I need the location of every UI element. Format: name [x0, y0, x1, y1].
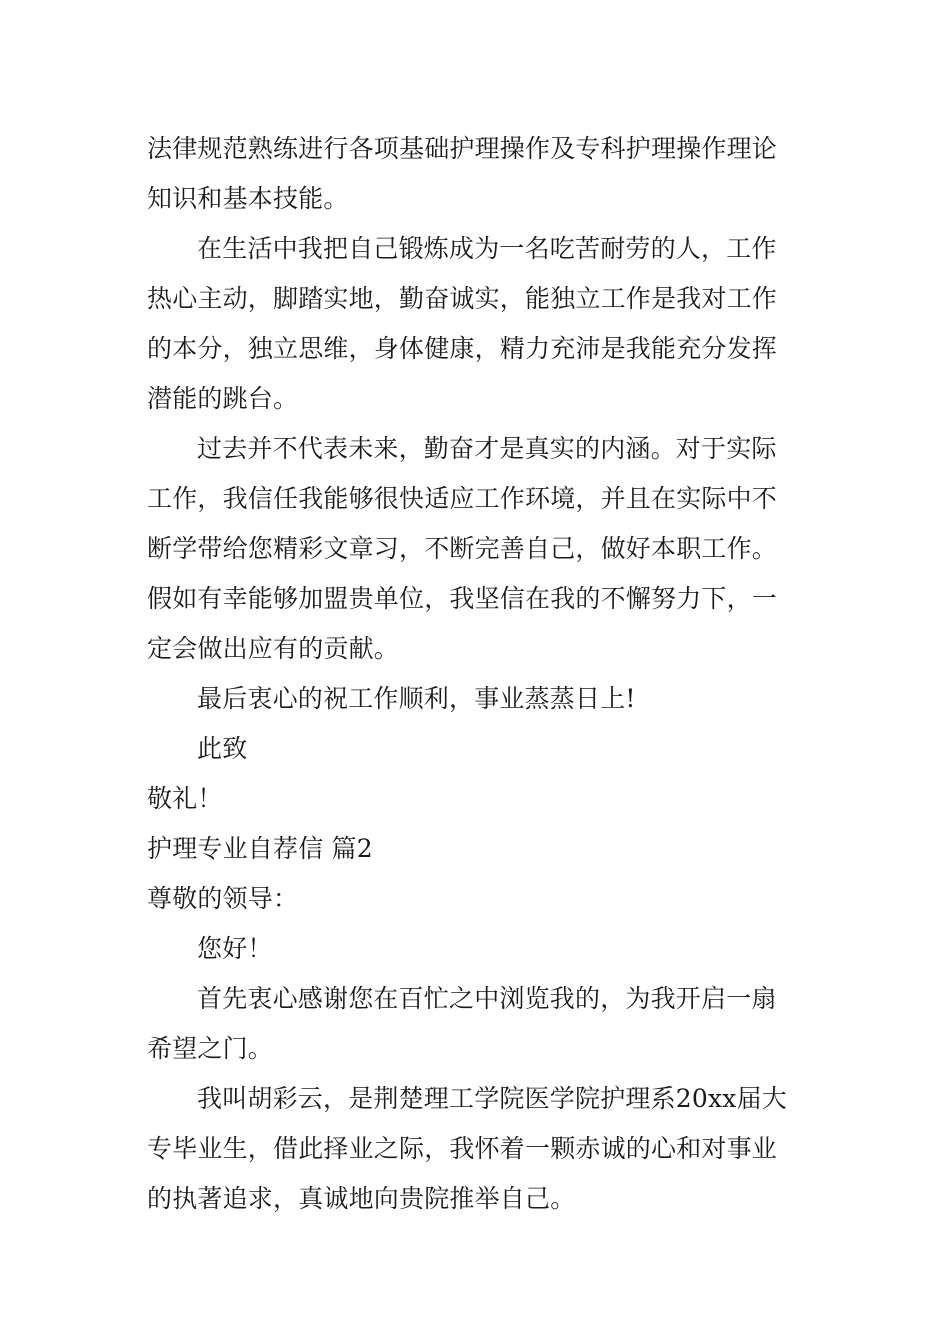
section-heading: 护理专业自荐信 篇2: [147, 834, 373, 863]
closing-regards: 敬礼！: [147, 784, 223, 813]
text-line-6: 潜能的跳台。: [147, 384, 299, 413]
text-line-10: 假如有幸能够加盟贵单位，我坚信在我的不懈努力下，一: [147, 584, 778, 613]
text-line-2: 知识和基本技能。: [147, 184, 349, 213]
letter-greeting: 尊敬的领导：: [147, 884, 299, 913]
letter-hello: 您好！: [197, 934, 273, 963]
text-line-9: 断学带给您精彩文章习，不断完善自己，做好本职工作。: [147, 534, 778, 563]
text-line-5: 的本分，独立思维，身体健康，精力充沛是我能充分发挥: [147, 334, 778, 363]
text-line-7: 过去并不代表未来，勤奋才是真实的内涵。对于实际: [197, 434, 777, 463]
text-line-4: 热心主动，脚踏实地，勤奋诚实，能独立工作是我对工作: [147, 284, 778, 313]
closing-wish: 最后衷心的祝工作顺利，事业蒸蒸日上!: [197, 684, 636, 713]
text-line-20: 我叫胡彩云，是荆楚理工学院医学院护理系20xx届大: [197, 1084, 788, 1113]
text-line-18: 首先衷心感谢您在百忙之中浏览我的，为我开启一扇: [197, 984, 777, 1013]
text-line-1: 法律规范熟练进行各项基础护理操作及专科护理操作理论: [147, 134, 778, 163]
closing-salutation: 此致: [197, 734, 248, 763]
text-line-22: 的执著追求，真诚地向贵院推举自己。: [147, 1184, 576, 1213]
text-line-11: 定会做出应有的贡献。: [147, 634, 400, 663]
text-line-3: 在生活中我把自己锻炼成为一名吃苦耐劳的人，工作: [197, 234, 777, 263]
text-line-8: 工作，我信任我能够很快适应工作环境，并且在实际中不: [147, 484, 778, 513]
text-line-19: 希望之门。: [147, 1034, 274, 1063]
text-line-21: 专毕业生，借此择业之际，我怀着一颗赤诚的心和对事业: [147, 1134, 778, 1163]
